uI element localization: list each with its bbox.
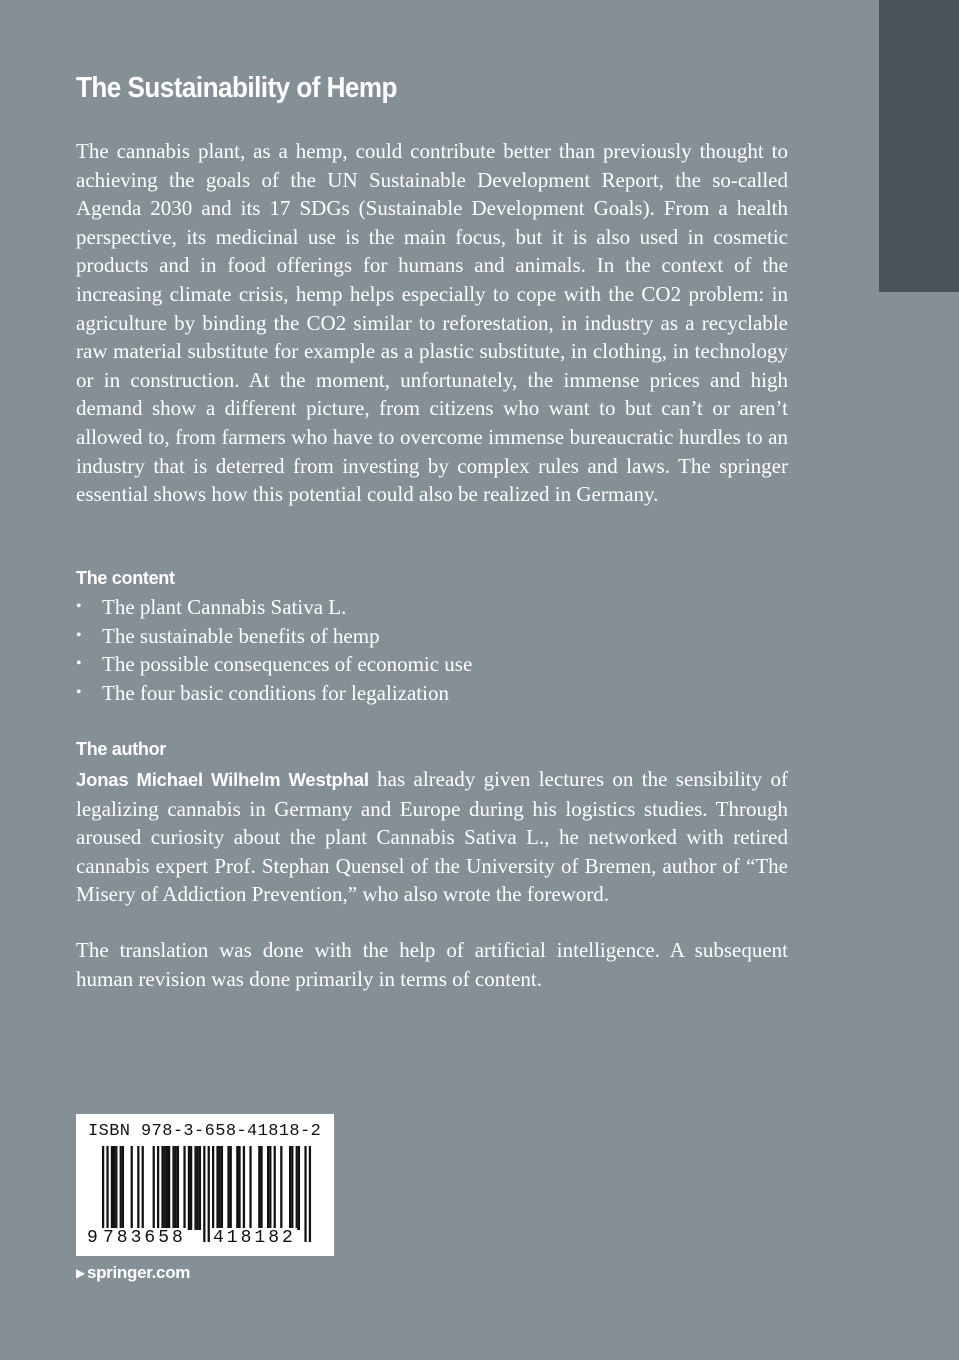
barcode-bar bbox=[111, 1146, 113, 1230]
barcode-bar bbox=[177, 1146, 179, 1230]
isbn-label: ISBN 978-3-658-41818-2 bbox=[88, 1122, 322, 1141]
barcode-bar bbox=[289, 1146, 291, 1230]
barcode-bar bbox=[190, 1146, 192, 1230]
barcode-bar bbox=[164, 1146, 166, 1230]
barcode-bar bbox=[267, 1146, 269, 1230]
list-item: • The four basic conditions for legalization bbox=[76, 679, 472, 708]
barcode-bar bbox=[157, 1146, 159, 1230]
barcode-bar bbox=[115, 1146, 117, 1230]
author-bio bbox=[76, 765, 788, 909]
list-item: • The plant Cannabis Sativa L. bbox=[76, 593, 472, 622]
barcode-bar bbox=[236, 1146, 238, 1230]
barcode-bar bbox=[188, 1146, 190, 1230]
isbn-barcode bbox=[76, 1114, 334, 1256]
barcode-bar bbox=[199, 1146, 201, 1230]
book-title: The Sustainability of Hemp bbox=[76, 72, 397, 104]
publisher-link[interactable] bbox=[76, 1263, 190, 1283]
barcode-bar bbox=[131, 1146, 133, 1230]
barcode-bar bbox=[161, 1146, 163, 1230]
publisher-url: springer.com bbox=[86, 1263, 191, 1282]
barcode-bar bbox=[274, 1146, 276, 1230]
barcode-bar bbox=[137, 1146, 139, 1230]
barcode-bar bbox=[142, 1146, 144, 1230]
barcode-digits bbox=[88, 1228, 322, 1252]
barcode-bar bbox=[249, 1146, 251, 1230]
barcode-bar bbox=[166, 1146, 168, 1230]
barcode-bar bbox=[183, 1146, 185, 1230]
barcode-bar bbox=[219, 1146, 221, 1230]
triangle-right-icon: ▶ bbox=[76, 1266, 85, 1280]
barcode-bar bbox=[258, 1146, 260, 1230]
content-list bbox=[76, 593, 472, 707]
barcode-bar bbox=[291, 1146, 293, 1230]
barcode-bar bbox=[280, 1146, 282, 1230]
list-item: • The possible consequences of economic use bbox=[76, 650, 472, 679]
barcode-digits-left: 783658 bbox=[103, 1228, 186, 1248]
barcode-bar bbox=[227, 1146, 229, 1230]
translation-note: The translation was done with the help of artificial intelligence. A subsequent human revision was done primarily in terms of content. bbox=[76, 938, 788, 991]
barcode-bar bbox=[153, 1146, 155, 1230]
barcode-bar bbox=[298, 1146, 300, 1230]
book-description: The cannabis plant, as a hemp, could contribute better than previously thought to achieving the goals of the UN Sustainable Development Report, the so-called Agenda 2030 and its 17 SDGs (Sustainable Development Goals). From a health perspective, its medicinal use is the main focus, but it is also used in cosmetic products and in food offerings for humans and animals. In the context of the increasing climate crisis, hemp helps especially to cope with the CO2 problem: in agriculture by binding the CO2 similar to reforestation, in industry as a recyclable raw material substitute for example as a plastic substitute, in clothing, in technology or in construction. At the moment, unfortunately, the immense prices and high demand show a different picture, from citizens who want to but can’t or aren’t allowed to, from farmers who have to overcome immense bureaucratic hurdles to an industry that is deterred from investing by complex rules and laws. The springer essential shows how this potential could also be realized in Germany. bbox=[76, 139, 788, 507]
barcode-bar bbox=[175, 1146, 177, 1230]
barcode-bar bbox=[216, 1146, 218, 1230]
spine-color-band bbox=[879, 0, 959, 292]
barcode-bar bbox=[230, 1146, 232, 1230]
author-heading: The author bbox=[76, 739, 166, 759]
list-item: • The sustainable benefits of hemp bbox=[76, 622, 472, 651]
barcode-bar bbox=[197, 1146, 199, 1230]
barcode-bar bbox=[296, 1146, 298, 1230]
author-bio-text: has already given lectures on the sensibility of legalizing cannabis in Germany and Europe during his logistics studies. Through aroused curiosity about the plant Cannabis Sativa L., he networked with retired cannabis expert Prof. Stephan Quensel of the University of Bremen, author of “The Misery of Addiction Prevention,” who also wrote the foreword. bbox=[76, 767, 788, 907]
barcode-digits-right: 418182 bbox=[213, 1228, 296, 1248]
barcode-bar bbox=[168, 1146, 170, 1230]
barcode-bar bbox=[120, 1146, 122, 1230]
barcode-bar bbox=[122, 1146, 124, 1230]
barcode-bar bbox=[243, 1146, 245, 1230]
barcode-bar bbox=[172, 1146, 174, 1230]
barcode-digit-lead: 9 bbox=[87, 1228, 98, 1248]
barcode-bar bbox=[194, 1146, 196, 1230]
barcode-bar bbox=[113, 1146, 115, 1230]
barcode-bar bbox=[260, 1146, 262, 1230]
barcode-bar bbox=[221, 1146, 223, 1230]
barcode-bar bbox=[212, 1146, 214, 1230]
content-heading: The content bbox=[76, 568, 175, 588]
barcode-bar bbox=[238, 1146, 240, 1230]
author-name: Jonas Michael Wilhelm Westphal bbox=[76, 769, 369, 790]
barcode-bar bbox=[269, 1146, 271, 1230]
